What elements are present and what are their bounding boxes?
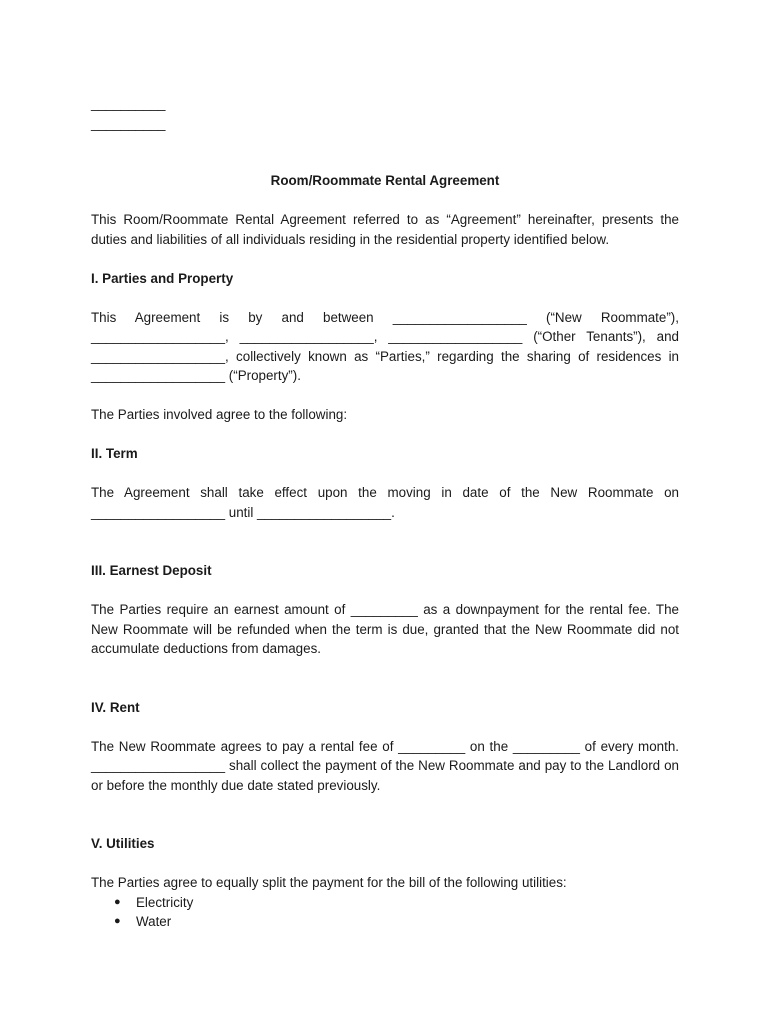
document-title: Room/Roommate Rental Agreement: [270, 173, 500, 188]
document-page: [91, 94, 679, 932]
section-heading-rent: IV. Rent: [91, 699, 140, 715]
section-heading-deposit: III. Earnest Deposit: [91, 563, 212, 578]
intro-paragraph: This Room/Roommate Rental Agreement referred to as “Agreement” hereinafter, presents the duties and liabilities of all individuals residing in the residential property identified below.: [91, 212, 679, 247]
list-item: [114, 912, 679, 932]
deposit-paragraph: The Parties require an earnest amount of _________ as a downpayment for the rental fee. The New Roommate will be refunded when the term is due, granted that the New Roommate did not accumulate deductions from damages.: [91, 602, 679, 656]
utilities-paragraph: The Parties agree to equally split the payment for the bill of the following utilities:: [91, 875, 567, 890]
parties-followup: The Parties involved agree to the following:: [91, 407, 348, 422]
bullet-icon: ●: [114, 915, 121, 927]
header-blank-line-1: __________: [91, 96, 166, 111]
parties-paragraph: This Agreement is by and between __________________ (“New Roommate”), __________________, __________________, __________________ (“Other Tenants”), and __________________, collectively known as “Parties,” regarding the sharing of residences in __________________ (“Property”).: [91, 309, 679, 383]
utility-item-label: Water: [136, 914, 172, 929]
utility-item-label: Electricity: [136, 894, 194, 910]
term-paragraph: The Agreement shall take effect upon the moving in date of the New Roommate on __________________ until __________________.: [91, 485, 679, 520]
section-heading-parties: I. Parties and Property: [91, 270, 234, 286]
header-blank-line-2: __________: [91, 115, 166, 131]
section-heading-term: II. Term: [91, 446, 138, 461]
rent-paragraph: The New Roommate agrees to pay a rental fee of _________ on the _________ of every month. __________________ shall collect the payment of the New Roommate and pay to the Landlord on or before the monthly due date stated previously.: [91, 738, 679, 793]
section-heading-utilities: V. Utilities: [91, 836, 155, 851]
utilities-list: [91, 893, 679, 932]
list-item: [114, 893, 679, 913]
bullet-icon: ●: [114, 895, 121, 908]
